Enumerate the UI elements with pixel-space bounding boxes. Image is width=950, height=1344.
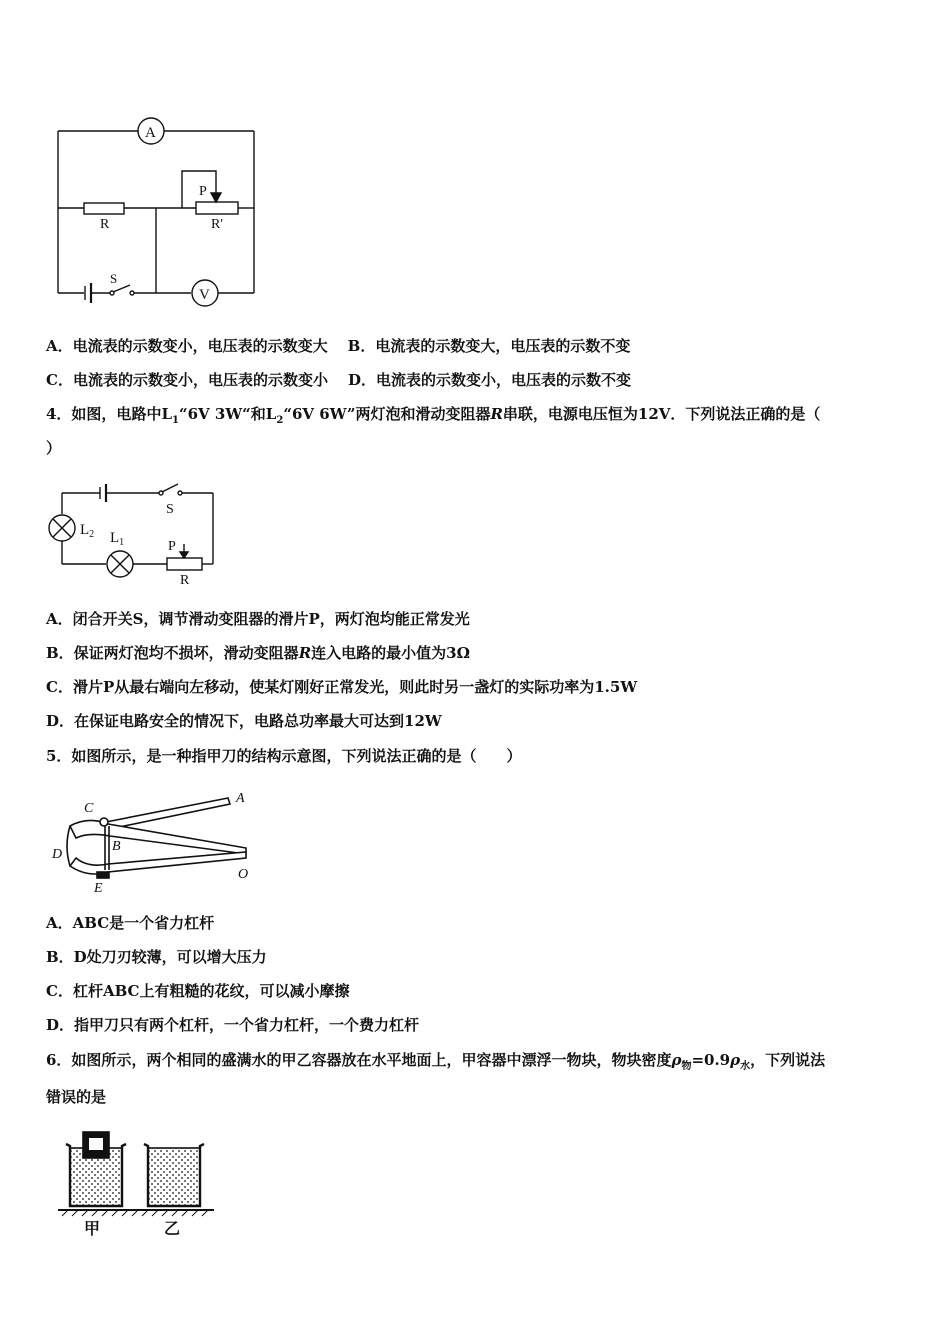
q5-option-d: D．指甲刀只有两个杠杆，一个省力杠杆，一个费力杠杆 — [46, 1016, 420, 1034]
rheostat-label: R' — [211, 217, 223, 232]
container-left-label: 甲 — [84, 1219, 101, 1238]
q4-option-a: A．闭合开关S，调节滑动变阻器的滑片P，两灯泡均能正常发光 — [46, 610, 470, 628]
lamp-l2-label: $L_2$ — [80, 522, 95, 540]
label-e: E — [94, 881, 103, 896]
label-o: O — [238, 867, 249, 882]
q4-stem: 4．如图，电路中$L_1“6V$ 3W“和$L_2“6V$ 6W”两灯泡和滑动变阻器R串联，电源电压恒为12V．下列说法正确的是（ — [46, 405, 821, 426]
q4-rheostat-label: R — [180, 573, 190, 588]
q4-slider-label: P — [168, 539, 176, 554]
q4-stem-close: ） — [46, 439, 62, 457]
container-right-label: 乙 — [164, 1219, 181, 1238]
label-b: B — [112, 839, 121, 854]
q4-switch-label: S — [166, 502, 174, 517]
lamp-l1-label: $L_1$ — [110, 530, 125, 548]
q3-options-row-2 — [46, 370, 631, 390]
label-a: A — [236, 791, 245, 806]
slider-label: P — [199, 184, 207, 199]
q4-rheostat — [167, 558, 202, 570]
q3-option-a: A．电流表的示数变小，电压表的示数变大 — [46, 337, 328, 355]
q4-option-c: C．滑片P从最右端向左移动，使某灯刚好正常发光，则此时另一盏灯的实际功率为1.5W — [46, 678, 638, 696]
label-c: C — [84, 801, 94, 816]
q3-circuit-figure — [50, 115, 265, 310]
q5-option-c: C．杠杆ABC上有粗糙的花纹，可以减小摩擦 — [46, 982, 350, 1000]
q4-circuit-figure — [44, 478, 224, 588]
q6-stem-line-2: 错误的是 — [46, 1088, 107, 1106]
q3-options-row-1 — [46, 336, 630, 356]
q6-containers-figure — [54, 1128, 219, 1240]
q6-stem: 6．如图所示，两个相同的盛满水的甲乙容器放在水平地面上，甲容器中漂浮一物块，物块密度$\rho_物=0.9\rho_水$，下列说法 — [46, 1051, 826, 1072]
q3-option-c: C．电流表的示数变小，电压表的示数变小 — [46, 371, 328, 389]
q5-nail-clipper-figure — [48, 786, 258, 896]
rheostat-r-prime — [196, 202, 238, 214]
ammeter-label: A — [145, 125, 156, 141]
q3-option-b: B．电流表的示数变大，电压表的示数不变 — [347, 337, 631, 355]
container-right-water — [148, 1148, 200, 1206]
label-d: D — [52, 847, 63, 862]
voltmeter-label: V — [199, 287, 210, 303]
switch-label: S — [110, 271, 118, 286]
q4-option-d: D．在保证电路安全的情况下，电路总功率最大可达到12W — [46, 712, 442, 730]
q5-option-a: A．ABC是一个省力杠杆 — [46, 914, 215, 932]
resistor-r — [84, 203, 124, 214]
q5-stem: 5．如图所示，是一种指甲刀的结构示意图，下列说法正确的是（ ） — [46, 747, 522, 765]
q4-option-b: B．保证两灯泡均不损坏，滑动变阻器R连入电路的最小值为3Ω — [46, 644, 470, 662]
q3-option-d: D．电流表的示数变小，电压表的示数不变 — [347, 371, 631, 389]
q5-option-b: B．D处刀刃较薄，可以增大压力 — [46, 948, 267, 966]
resistor-r-label: R — [100, 217, 110, 232]
